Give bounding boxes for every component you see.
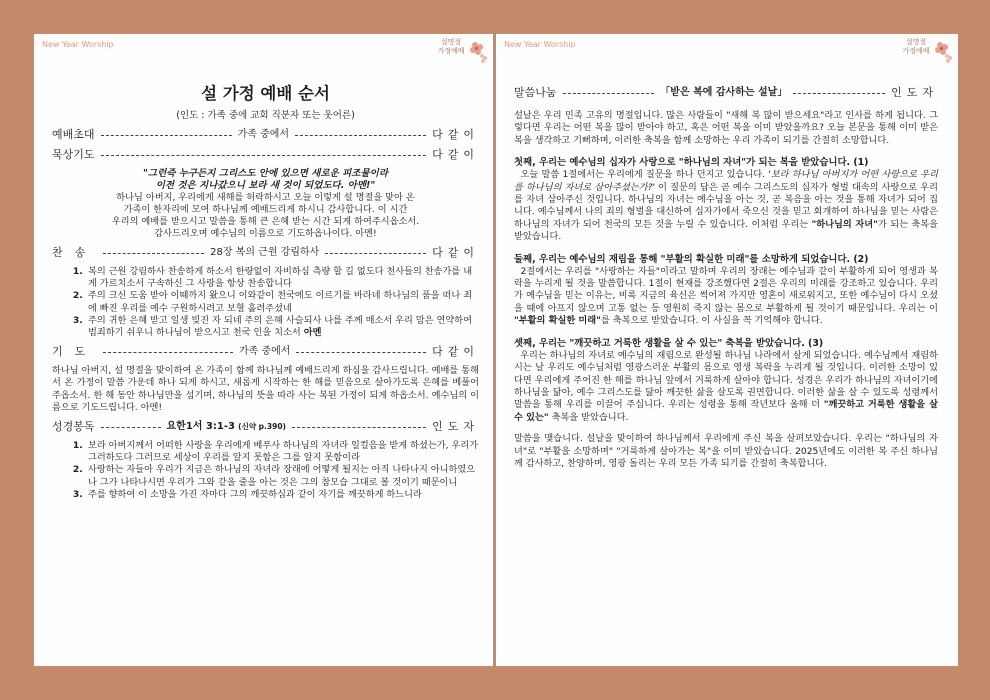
row-silent-prayer: 묵상기도 다같이 bbox=[52, 148, 479, 161]
page-header bbox=[496, 34, 958, 68]
list-item: 1. 복의 근원 강림하사 찬송하게 하소서 한량없이 자비하심 측량 할 길 없도다 천사들의 찬송가를 내게 가르치소서 구속하신 그 사랑을 항상 찬송합니다 bbox=[86, 266, 479, 290]
point-3-text: 우리는 하나님의 자녀로 예수님의 재림으로 완성될 하나님 나라에서 살게 되었습니다. 예수님께서 재림하시는 날 우리도 예수님처럼 영광스러운 부활의 몸으로 영생 복락을 누리게 될 것입니다. 이러한 소망이 있다면 우리에게 주어진 한 해를 하나님 앞에서 거룩하게 살아야 합니다. 성경은 우리가 하나님의 자녀이기에 하나님을 닮아, 예수 그리스도를 닮아 깨끗한 삶을 살도록 권면합니다. 이러한 삶을 살 수 있도록 성령께서 말씀을 통해 우리를 이끌어 주십니다. 우리는 성령을 통해 작년보다 올해 더 "깨끗하고 거룩한 생활을 살 수 있는" 축복을 받았습니다. bbox=[514, 349, 938, 423]
prayer-text: 하나님 아버지, 설 명절을 맞이하여 온 가족이 함께 하나님께 예배드리게 하심을 감사드립니다. 예배를 통해서 온 가정이 말씀 가운데 하나 되게 하시고, 새롭게 시작하는 한 해를 믿음으로 살아가도록 은혜를 베풀어 주옵소서. 한 해 동안 하나님만을 섬기며, 하나님의 뜻을 따라 사는 복된 가정이 되게 하옵소서. 예수님의 이름으로 기도드립니다. 아멘! bbox=[52, 365, 479, 413]
point-3-heading: 셋째, 우리는 "깨끗하고 거룩한 생활을 살 수 있는" 축복을 받았습니다. (3) bbox=[514, 337, 824, 349]
hymn-verses bbox=[52, 266, 479, 339]
point-2-heading: 둘째, 우리는 예수님의 재림을 통해 "부활의 확실한 미래"를 소망하게 되었습니다. (2) bbox=[514, 253, 869, 265]
point-1-text: 오늘 말씀 1절에서는 우리에게 질문을 하나 던지고 있습니다. '보라 하나님 아버지가 어떤 사랑으로 우리를 하나님의 자녀로 삼아주셨는가?' 이 질문의 답은 곧 예수 그리스도의 십자가 형벌 대속의 사랑으로 우리를 자녀 삼아주신 것입니다. 하나님의 자녀는 예수님을 아는 것, 곧 복음을 아는 것을 통해 자녀가 되어 집니다. 예수님께서 나의 죄의 형벌을 대신하여 십자가에서 죽으신 것을 믿고 회개하여 하나님을 믿는 사람은 하나님의 자녀가 되어 천국의 모든 것을 누릴 수 있습니다. 이처럼 우리는 "하나님의 자녀"가 되는 축복을 받았습니다. bbox=[514, 169, 938, 243]
flower-icon bbox=[467, 38, 489, 64]
opening-prayer: 하나님 아버지, 우리에게 새해를 허락하시고 오늘 이렇게 설 명절을 맞아 온 가족이 한자리에 모여 하나님께 예배드리게 하시니 감사합니다. 이 시간 우리의 예배를 받으시고 말씀을 통해 큰 은혜 받는 시간 되게 하여주시옵소서. 감사드리오며 예수님의 이름으로 기도하옵나이다. 아멘! bbox=[111, 192, 420, 239]
list-item: 2. 사랑하는 자들아 우리가 지금은 하나님의 자녀라 장래에 어떻게 될지는 아직 나타나지 아니하였으나 그가 나타나시면 우리가 그와 같을 줄을 아는 것은 그의 참모습 그대로 볼 것이기 때문이니 bbox=[86, 464, 479, 488]
left-page bbox=[34, 34, 493, 666]
list-item: 3. 주를 향하여 이 소망을 가진 자마다 그의 깨끗하심과 같이 자기를 깨끗하게 하느니라 bbox=[86, 489, 479, 501]
brand-logo: 설명절 가정예배 bbox=[902, 38, 930, 55]
header-label: New Year Worship bbox=[42, 40, 114, 49]
point-2-text: 2절에서는 우리를 "사랑하는 자들"이라고 말하며 우리의 장래는 예수님과 같이 부활하게 되어 영생과 복락을 누리게 될 것을 말씀합니다. 1절이 현재를 강조했다면 2절은 우리의 미래를 강조하고 있습니다. 우리가 예수님을 믿는 이유는, 비록 지금의 육신은 썩어져 가지만 영혼이 새로워지고, 또한 예수님이 다시 오셨을 때에 아프지 않으며 고통 없는 등 영원히 죽지 않는 몸으로 부활하게 될 것이기 때문입니다. 우리는 이 "부활의 확실한 미래"를 축복으로 받았습니다. 이 사실을 꼭 기억해야 합니다. bbox=[514, 265, 938, 327]
row-scripture-reading: 성경봉독 요한1서 3:1-3 (신약 p.390) 인도자 bbox=[52, 420, 479, 434]
page-header bbox=[34, 34, 493, 68]
flower-icon bbox=[932, 38, 954, 64]
point-1-heading: 첫째, 우리는 예수님의 십자가 사랑으로 "하나님의 자녀"가 되는 복을 받았습니다. (1) bbox=[514, 157, 869, 169]
list-item: 1. 보라 아버지께서 어떠한 사랑을 우리에게 베푸사 하나님의 자녀라 일컬음을 받게 하셨는가, 우리가 그러하도다 그러므로 세상이 우리를 알지 못함은 그를 알지 못함이라 bbox=[86, 440, 479, 464]
right-page bbox=[496, 34, 958, 666]
scripture-quote: "그런즉 누구든지 그리스도 안에 있으면 새로운 피조물이라 이전 것은 지나갔으니 보라 새 것이 되었도다. 아멘!" bbox=[142, 168, 389, 191]
row-sermon: 말씀나눔 「받은 복에 감사하는 설날」 인도자 bbox=[514, 86, 939, 99]
order-of-service bbox=[52, 84, 479, 505]
list-item: 2. 주의 크신 도움 받아 이때까지 왔으니 이와같이 천국에도 이르기를 바라네 하나님의 품을 떠나 죄에 빠진 우리를 예수 구원하시려고 보혈 흘려주셨네 bbox=[86, 290, 479, 314]
subtitle: (인도 : 가족 중에 교회 직분자 또는 웃어른) bbox=[176, 110, 355, 121]
sermon bbox=[514, 86, 938, 479]
header-label: New Year Worship bbox=[504, 40, 576, 49]
row-call-to-worship: 예배초대 가족 중에서 다같이 bbox=[52, 128, 480, 141]
sermon-intro: 설날은 우리 민족 고유의 명절입니다. 많은 사람들이 "새해 복 많이 받으세요"라고 인사를 하게 됩니다. 그렇다면 우리는 어떤 복을 많이 받아야 하고, 혹은 어떤 복을 이미 받았을까요? 오늘 본문을 통해 이미 받은 복을 생각하고 기뻐하며, 이러한 축복을 함께 소망하는 우리 가족이 되기를 간절히 소망합니다. bbox=[514, 110, 938, 146]
list-item: 3. 주의 귀한 은혜 받고 일생 빚진 자 되네 주의 은혜 사슬되사 나를 주께 매소서 우리 맘은 연약하여 범죄하기 쉬우니 하나님이 받으시고 천국 인을 치소서 아멘 bbox=[86, 315, 479, 339]
brand-logo: 설명절 가정예배 bbox=[437, 38, 465, 55]
sermon-closing: 말씀을 맺습니다. 설날을 맞이하여 하나님께서 우리에게 주신 복을 살펴보았습니다. 우리는 "하나님의 자녀"로 "부활을 소망하며" "거룩하게 살아가는 복"을 이미 받았습니다. 2025년에도 이러한 복 주신 하나님께 감사하고, 찬양하며, 영광 돌리는 우리 모든 가족 되기를 간절히 축복합니다. bbox=[514, 433, 938, 469]
row-hymn: 찬송 28장 복의 근원 강림하사 다같이 bbox=[52, 246, 480, 259]
page-title: 설 가정 예배 순서 bbox=[201, 84, 330, 103]
scripture-verses bbox=[52, 440, 479, 501]
row-prayer: 기도 가족 중에서 다같이 bbox=[52, 345, 480, 359]
